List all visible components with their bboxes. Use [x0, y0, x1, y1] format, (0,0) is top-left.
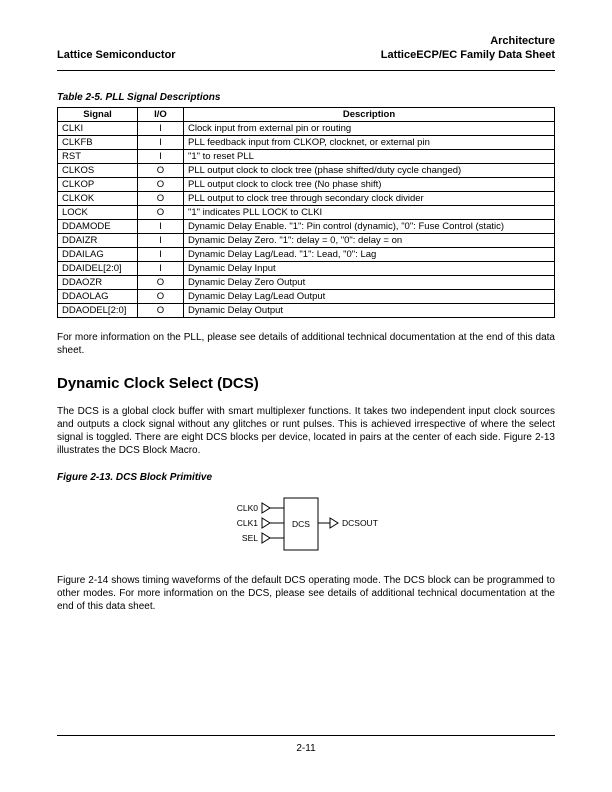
description-cell: "1" to reset PLL [184, 150, 555, 164]
table-row [58, 262, 555, 276]
description-cell: PLL output clock to clock tree (No phase shift) [184, 178, 555, 192]
description-cell: Dynamic Delay Lag/Lead. "1": Lead, "0": Lag [184, 248, 555, 262]
signal-cell: CLKOP [58, 178, 138, 192]
io-cell: I [138, 220, 184, 234]
page-number: 2-11 [296, 743, 316, 754]
output-label-dcsout: DCSOUT [342, 518, 378, 528]
input-buffer-icon [262, 518, 270, 528]
description-cell: PLL feedback input from CLKOP, clocknet, or external pin [184, 136, 555, 150]
description-cell: Dynamic Delay Output [184, 304, 555, 318]
io-cell: I [138, 150, 184, 164]
table-row [58, 220, 555, 234]
header-doc-title: LatticeECP/EC Family Data Sheet [380, 49, 555, 61]
table-row [58, 164, 555, 178]
signal-cell: DDAIZR [58, 234, 138, 248]
signal-cell: LOCK [58, 206, 138, 220]
table-row [58, 234, 555, 248]
input-label-sel: SEL [241, 533, 258, 543]
dcs-intro-paragraph: The DCS is a global clock buffer with smart multiplexer functions. It takes two independent input clock sources and outputs a clock signal without any glitches or runt pulses. This is achieved irrespective of where the select signal is toggled. There are eight DCS blocks per device, located in pairs at the center of each side. Figure 2-13 illustrates the DCS Block Macro. [57, 406, 555, 456]
table-row [58, 122, 555, 136]
table-row [58, 276, 555, 290]
table-row [58, 150, 555, 164]
description-cell: Dynamic Delay Lag/Lead Output [184, 290, 555, 304]
signal-cell: CLKI [58, 122, 138, 136]
io-cell: O [138, 276, 184, 290]
description-cell: PLL output clock to clock tree (phase shifted/duty cycle changed) [184, 164, 555, 178]
input-buffer-icon [262, 533, 270, 543]
header-company: Lattice Semiconductor [57, 49, 176, 61]
signal-cell: DDAOZR [58, 276, 138, 290]
signal-cell: DDAMODE [58, 220, 138, 234]
signal-cell: DDAODEL[2:0] [58, 304, 138, 318]
io-cell: I [138, 262, 184, 276]
section-title: Dynamic Clock Select (DCS) [57, 375, 259, 392]
signal-cell: RST [58, 150, 138, 164]
description-cell: Clock input from external pin or routing [184, 122, 555, 136]
table-header-row [58, 108, 555, 122]
description-cell: PLL output to clock tree through secondary clock divider [184, 192, 555, 206]
page-header [57, 34, 555, 71]
output-buffer-icon [330, 518, 338, 528]
io-cell: O [138, 192, 184, 206]
signal-cell: CLKOK [58, 192, 138, 206]
pll-note-paragraph: For more information on the PLL, please see details of additional technical documentation at the end of this data sheet. [57, 332, 555, 356]
dcs-followup-paragraph: Figure 2-14 shows timing waveforms of the default DCS operating mode. The DCS block can be programmed to other modes. For more information on the DCS, please see details of additional technical documentation at the end of this data sheet. [57, 575, 555, 612]
description-cell: Dynamic Delay Zero Output [184, 276, 555, 290]
dcs-block-diagram [206, 495, 406, 561]
table-row [58, 178, 555, 192]
table-caption: Table 2-5. PLL Signal Descriptions [57, 92, 221, 103]
table-row [58, 192, 555, 206]
dcs-block-figure [57, 495, 555, 561]
io-cell: O [138, 290, 184, 304]
io-cell: O [138, 178, 184, 192]
pll-signal-table [57, 107, 555, 318]
dcs-block-label: DCS [292, 519, 310, 529]
description-cell: Dynamic Delay Input [184, 262, 555, 276]
io-cell: O [138, 304, 184, 318]
input-buffer-icon [262, 503, 270, 513]
input-label-clk1: CLK1 [236, 518, 258, 528]
io-cell: O [138, 206, 184, 220]
table-row [58, 248, 555, 262]
signal-cell: DDAIDEL[2:0] [58, 262, 138, 276]
col-header-io: I/O [138, 108, 184, 122]
table-row [58, 136, 555, 150]
description-cell: "1" indicates PLL LOCK to CLKI [184, 206, 555, 220]
table-row [58, 290, 555, 304]
page-footer [57, 735, 555, 754]
description-cell: Dynamic Delay Zero. "1": delay = 0, "0": delay = on [184, 234, 555, 248]
input-label-clk0: CLK0 [236, 503, 258, 513]
io-cell: I [138, 248, 184, 262]
table-row [58, 206, 555, 220]
signal-cell: DDAILAG [58, 248, 138, 262]
table-row [58, 304, 555, 318]
signal-cell: CLKOS [58, 164, 138, 178]
signal-cell: CLKFB [58, 136, 138, 150]
description-cell: Dynamic Delay Enable. "1": Pin control (dynamic), "0": Fuse Control (static) [184, 220, 555, 234]
col-header-description: Description [184, 108, 555, 122]
signal-cell: DDAOLAG [58, 290, 138, 304]
figure-caption: Figure 2-13. DCS Block Primitive [57, 472, 213, 483]
header-doc-section: Architecture [490, 35, 555, 47]
io-cell: I [138, 136, 184, 150]
io-cell: I [138, 234, 184, 248]
io-cell: I [138, 122, 184, 136]
io-cell: O [138, 164, 184, 178]
col-header-signal: Signal [58, 108, 138, 122]
